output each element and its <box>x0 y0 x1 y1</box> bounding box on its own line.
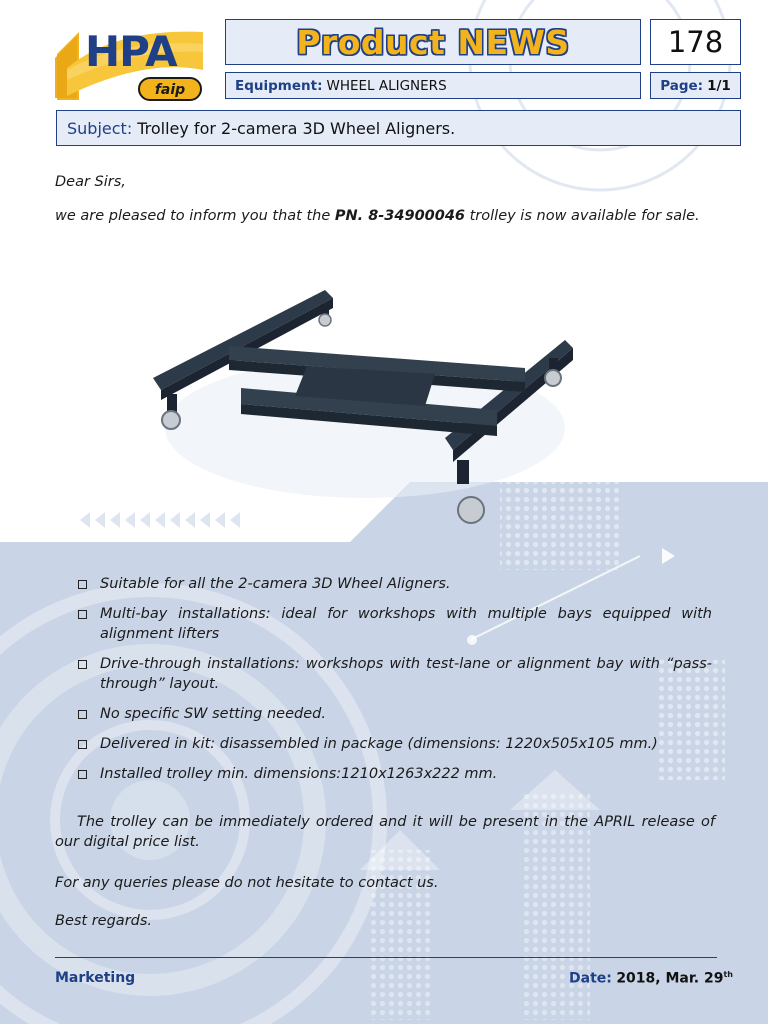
sign-off: Best regards. <box>55 913 153 929</box>
bullet-square-icon <box>78 710 87 719</box>
intro-paragraph <box>55 206 715 226</box>
intro-text-start: we are pleased to inform you that the <box>55 208 335 224</box>
page-indicator <box>650 72 741 99</box>
part-number: PN. 8-34900046 <box>334 208 466 224</box>
list-item-text: No specific SW setting needed. <box>100 706 326 722</box>
date-label: Date: <box>569 970 612 987</box>
footer-date <box>569 970 733 987</box>
bullet-square-icon <box>78 770 87 779</box>
bullet-square-icon <box>78 740 87 749</box>
trolley-image <box>145 278 585 530</box>
bullet-square-icon <box>78 660 87 669</box>
list-item-text: Installed trolley min. dimensions:1210x1263x222 mm. <box>100 766 498 782</box>
bullet-square-icon <box>78 580 87 589</box>
footer-department: Marketing <box>55 970 136 986</box>
equipment-value: WHEEL ALIGNERS <box>326 77 447 94</box>
page-title: Product NEWS <box>296 22 570 62</box>
footer-divider <box>55 957 717 958</box>
greeting: Dear Sirs, <box>55 174 126 190</box>
news-number: 178 <box>650 19 741 65</box>
feature-list <box>78 574 712 794</box>
list-item <box>78 654 712 694</box>
svg-text:faip: faip <box>154 82 186 98</box>
equipment-box <box>225 72 641 99</box>
list-item-text: Drive-through installations: workshops with test-lane or alignment bay with “pass-through” layout. <box>100 656 712 692</box>
list-item <box>78 734 712 754</box>
list-item-text: Delivered in kit: disassembled in package (dimensions: 1220x505x105 mm.) <box>100 736 658 752</box>
list-item <box>78 574 712 594</box>
page-value: 1/1 <box>707 77 731 94</box>
intro-text-end: trolley is now available for sale. <box>465 208 700 224</box>
date-value: 2018, Mar. 29 <box>616 970 724 987</box>
subject-value: Trolley for 2-camera 3D Wheel Aligners. <box>137 118 456 138</box>
svg-text:HPA: HPA <box>85 27 177 76</box>
list-item <box>78 704 712 724</box>
list-item-text: Multi-bay installations: ideal for workshops with multiple bays equipped with alignment lifters <box>100 606 712 642</box>
list-item-text: Suitable for all the 2-camera 3D Wheel Aligners. <box>100 576 451 592</box>
contact-sentence: For any queries please do not hesitate to contact us. <box>55 875 439 891</box>
page-label: Page: <box>660 77 704 94</box>
list-item <box>78 764 712 784</box>
subject-label: Subject: <box>67 118 133 138</box>
bullet-square-icon <box>78 610 87 619</box>
title-box <box>225 19 641 65</box>
equipment-label: Equipment: <box>235 77 323 94</box>
hpa-faip-logo <box>55 18 207 104</box>
date-suffix: th <box>723 970 733 979</box>
closing-paragraph: The trolley can be immediately ordered and it will be present in the APRIL release of our digital price list. <box>55 814 715 850</box>
list-item <box>78 604 712 644</box>
subject-box <box>56 110 741 146</box>
